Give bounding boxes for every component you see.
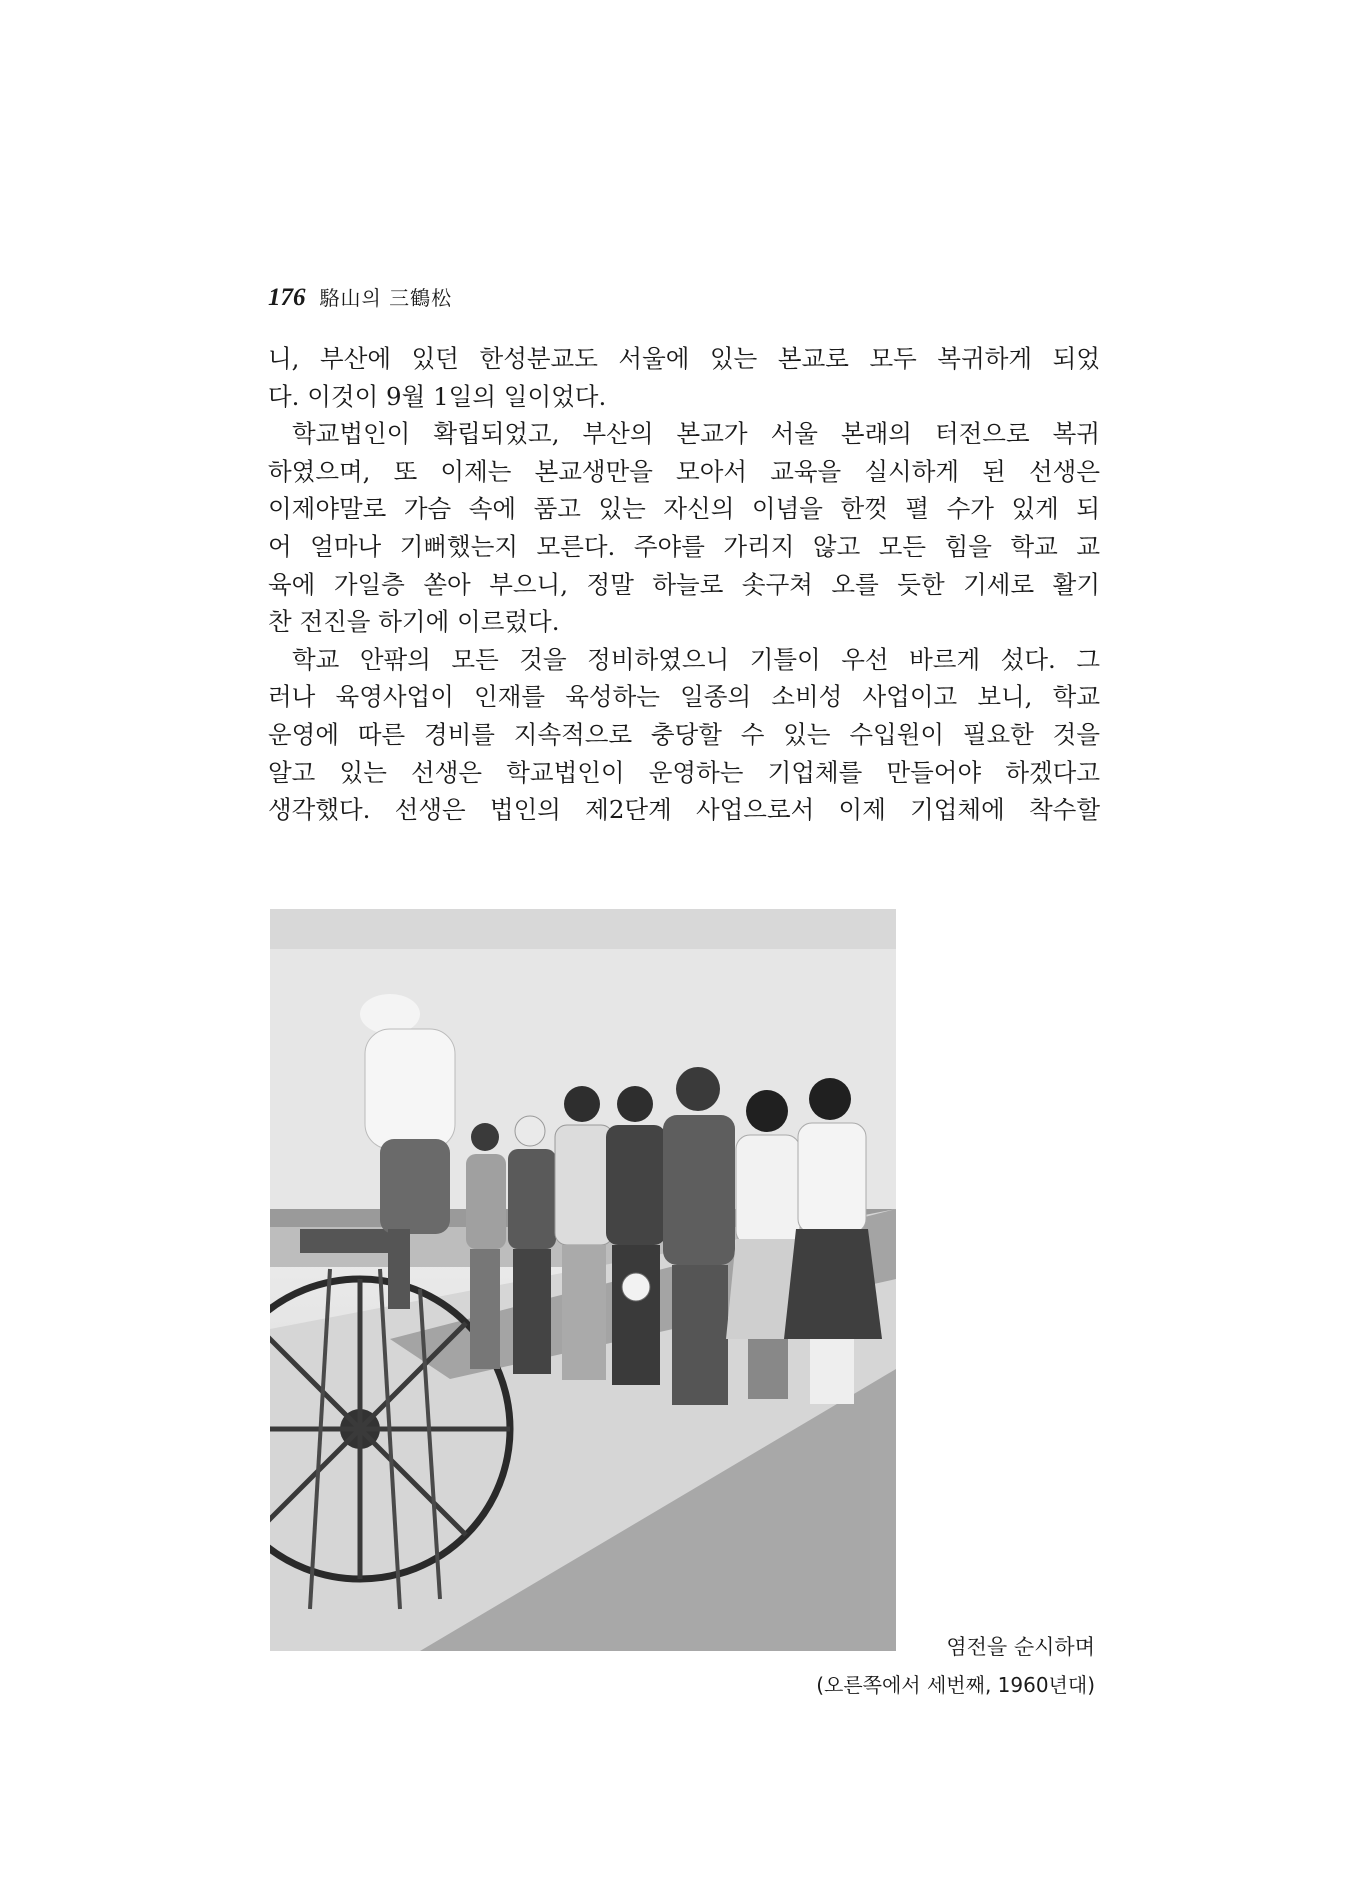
text-line: 육에 가일층 쏟아 부으니, 정말 하늘로 솟구쳐 오를 듯한 기세로 활기 xyxy=(268,569,1100,599)
text-line: 학교 안팎의 모든 것을 정비하였으니 기틀이 우선 바르게 섰다. 그 xyxy=(292,644,1100,674)
running-header xyxy=(268,282,452,312)
text-line: 니, 부산에 있던 한성분교도 서울에 있는 본교로 모두 복귀하게 되었 xyxy=(268,344,1100,373)
text-line: 러나 육영사업이 인재를 육성하는 일종의 소비성 사업이고 보니, 학교 xyxy=(268,682,1100,712)
text-line: 생각했다. 선생은 법인의 제2단계 사업으로서 이제 기업체에 착수할 xyxy=(268,795,1100,825)
text-line: 찬 전진을 하기에 이르렀다. xyxy=(268,607,560,637)
text-line: 다. 이것이 9월 1일의 일이었다. xyxy=(268,381,607,411)
page-number: 176 xyxy=(268,284,306,311)
caption-subtitle: (오른쪽에서 세번째, 1960년대) xyxy=(816,1673,1095,1697)
running-title: 駱山의 三鶴松 xyxy=(319,286,453,310)
caption-title: 염전을 순시하며 xyxy=(946,1635,1095,1659)
text-line: 어 얼마나 기뻐했는지 모른다. 주야를 가리지 않고 모든 힘을 학교 교 xyxy=(268,531,1100,561)
text-line: 운영에 따른 경비를 지속적으로 충당할 수 있는 수입원이 필요한 것을 xyxy=(268,719,1100,749)
photograph xyxy=(270,909,896,1651)
text-line: 알고 있는 선생은 학교법인이 운영하는 기업체를 만들어야 하겠다고 xyxy=(268,757,1100,787)
text-line: 학교법인이 확립되었고, 부산의 본교가 서울 본래의 터전으로 복귀 xyxy=(292,419,1100,449)
body-text xyxy=(268,340,1100,829)
text-line: 이제야말로 가슴 속에 품고 있는 자신의 이념을 한껏 펼 수가 있게 되 xyxy=(268,494,1100,524)
photo-caption xyxy=(816,1628,1095,1704)
photograph-illustration xyxy=(270,909,896,1651)
text-line: 하였으며, 또 이제는 본교생만을 모아서 교육을 실시하게 된 선생은 xyxy=(268,456,1100,486)
